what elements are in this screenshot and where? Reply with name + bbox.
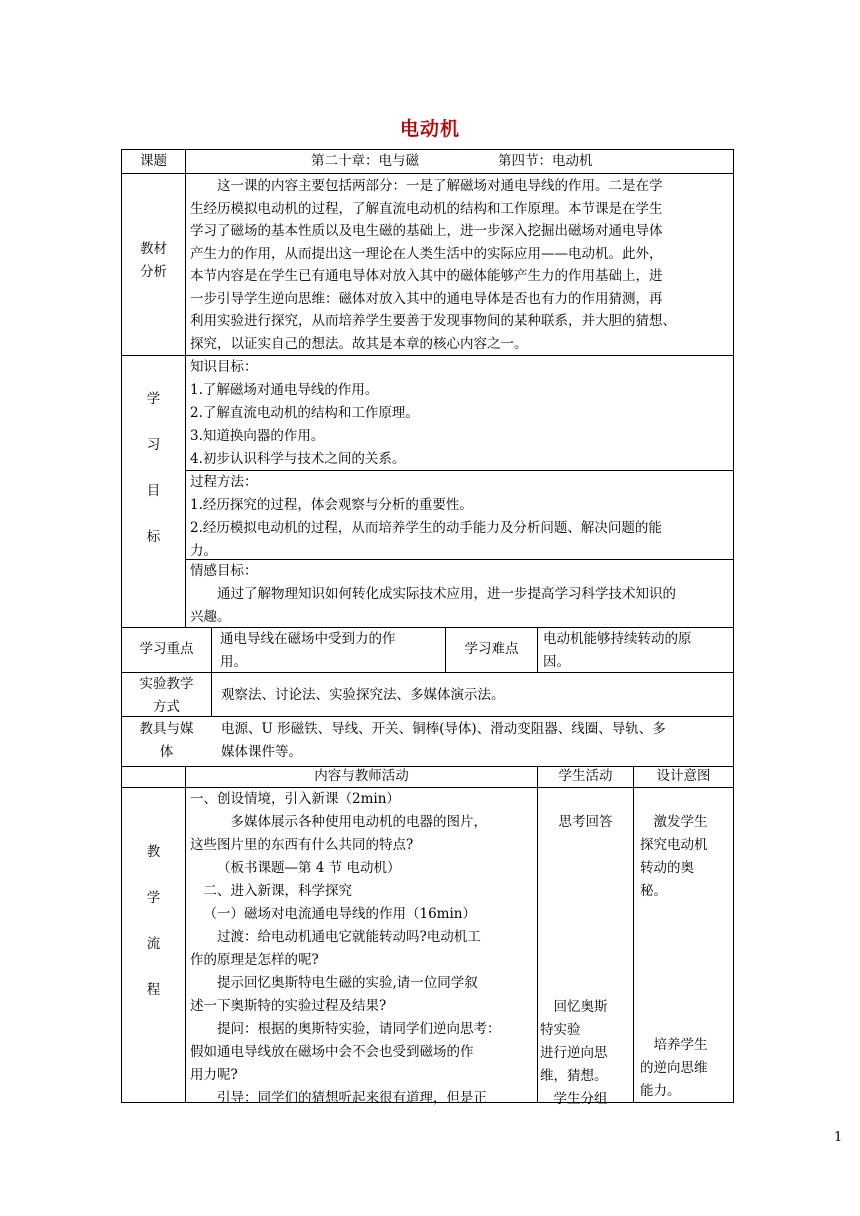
knowledge-item: 1.了解磁场对通电导线的作用。 [190,382,379,398]
student-activity-2 [540,996,633,1111]
analysis-line: 一步引导学生逆向思维：磁体对放入其中的通电导体是否也有力的作用猜测，再 [190,290,663,307]
flow-line: 过渡：给电动机通电它就能转动吗?电动机工 [217,929,481,945]
methods-label-line: 实验教学 [139,676,194,692]
design-line: 能力。 [640,1083,681,1099]
design-intent-2 [640,1034,733,1103]
topic-label: 课题 [140,153,167,169]
flow-line: 一、创设情境，引入新课（2min） [190,791,400,807]
design-line: 培养学生 [653,1037,708,1053]
design-line: 激发学生 [653,814,708,830]
flow-label-char: 流 [146,936,161,952]
analysis-text [190,175,732,355]
process-item: 2.经历模拟电动机的过程，从而培养学生的动手能力及分析问题、解决问题的能 [190,520,662,536]
student-activity-1 [538,811,633,834]
goals-label-char: 标 [146,529,161,545]
goals-label-char: 目 [146,483,161,499]
difficulty-text [543,628,731,674]
analysis-line: 利用实验进行探究，从而培养学生要善于发现事物间的某种联系，并大胆的猜想、 [190,313,676,329]
emotion-goals [190,560,732,629]
goals-label [122,376,185,560]
flow-label-char: 教 [146,844,161,860]
flow-line: （板书课题—第 4 节 电动机） [217,860,401,876]
process-item: 力。 [190,543,217,559]
emotion-heading: 情感目标： [190,563,258,579]
knowledge-item: 3.知道换向器的作用。 [190,428,325,444]
student-line: 维，猜想。 [540,1068,608,1084]
process-goals [190,471,732,563]
materials-label [122,718,211,764]
flow-line: 二、进入新课，科学探究 [203,883,352,899]
student-line: 思考回答 [558,814,613,830]
flow-line: 作的原理是怎样的呢? [190,952,319,968]
process-heading: 过程方法： [190,474,258,490]
header-design: 设计意图 [656,768,711,784]
analysis-line: 这一课的内容主要包括两部分：一是了解磁场对通电导线的作用。二是在学 [217,178,663,194]
design-line: 探究电动机 [640,837,708,853]
document-title: 电动机 [399,118,460,140]
methods-label [122,673,211,719]
goals-label-char: 习 [146,437,161,453]
topic-chapter: 第二十章：电与磁 [311,153,419,169]
student-line: 学生分组 [553,1091,608,1107]
analysis-line: 产生力的作用，从而提出这一理论在人类生活中的实际应用——电动机。此外， [190,245,663,262]
goals-label-char: 学 [146,391,161,407]
knowledge-item: 2.了解直流电动机的结构和工作原理。 [190,405,419,421]
emotion-line: 兴趣。 [190,609,231,625]
analysis-line: 本节内容是在学生已有通电导体对放入其中的磁体能够产生力的作用基础上，进 [190,268,663,284]
flow-line: 假如通电导线放在磁场中会不会也受到磁场的作 [190,1044,474,1060]
flow-content [190,788,536,1110]
knowledge-goals [190,356,732,471]
key-point-text [220,628,442,674]
analysis-label [122,238,185,284]
analysis-label-line: 分析 [140,264,167,280]
materials-text [221,718,731,764]
flow-line: 提问：根据的奥斯特实验，请同学们逆向思考： [217,1021,501,1037]
header-content: 内容与教师活动 [314,768,409,784]
materials-label-line: 体 [159,744,174,760]
knowledge-item: 4.初步认识科学与技术之间的关系。 [190,451,406,467]
difficulty-line: 因。 [543,654,570,670]
student-line: 进行逆向思 [540,1045,608,1061]
flow-line: 多媒体展示各种使用电动机的电器的图片， [230,814,487,830]
materials-line: 媒体课件等。 [221,744,302,760]
key-point-line: 用。 [220,654,247,670]
methods-label-line: 方式 [153,699,180,715]
topic-section: 第四节：电动机 [498,153,593,169]
analysis-line: 学习了磁场的基本性质以及电生磁的基础上，进一步深入挖掘出磁场对通电导体 [190,223,663,239]
knowledge-heading: 知识目标： [190,359,258,375]
materials-line: 电源、U 形磁铁、导线、开关、铜棒(导体)、滑动变阻器、线圈、导轨、多 [221,721,666,737]
key-point-label: 学习重点 [139,641,194,657]
flow-line: 提示回忆奥斯特电生磁的实验,请一位同学叙 [217,975,478,991]
design-line: 转动的奥 [640,860,694,876]
analysis-line: 生经历模拟电动机的过程，了解直流电动机的结构和工作原理。本节课是在学生 [190,200,663,217]
student-line: 特实验 [540,1022,581,1038]
difficulty-label: 学习难点 [464,641,519,657]
design-line: 秘。 [640,883,667,899]
flow-label [122,829,185,1013]
analysis-label-line: 教材 [140,241,167,257]
analysis-line: 探究，以证实自己的想法。故其是本章的核心内容之一。 [190,335,528,352]
flow-line: 用力呢? [190,1067,238,1083]
emotion-line: 通过了解物理知识如何转化成实际技术应用，进一步提高学习科学技术知识的 [217,586,676,602]
materials-label-line: 教具与媒 [139,721,194,737]
flow-label-char: 学 [146,890,161,906]
design-line: 的逆向思维 [640,1060,708,1076]
flow-line: （一）磁场对电流通电导线的作用（16min） [203,906,476,922]
design-intent-1 [640,811,733,903]
flow-line: 这些图片里的东西有什么共同的特点? [190,837,414,853]
difficulty-line: 电动机能够持续转动的原 [543,631,692,647]
page-number: 1 [834,1130,843,1145]
key-point-line: 通电导线在磁场中受到力的作 [220,631,396,647]
process-item: 1.经历探究的过程，体会观察与分析的重要性。 [190,497,473,513]
flow-label-char: 程 [146,982,161,998]
flow-line: 引导：同学们的猜想听起来很有道理，但是正 [217,1090,487,1106]
student-line: 回忆奥斯 [553,999,608,1015]
flow-line: 述一下奥斯特的实验过程及结果? [190,998,387,1014]
methods-value: 观察法、讨论法、实验探究法、多媒体演示法。 [221,687,505,703]
header-student: 学生活动 [558,768,613,784]
